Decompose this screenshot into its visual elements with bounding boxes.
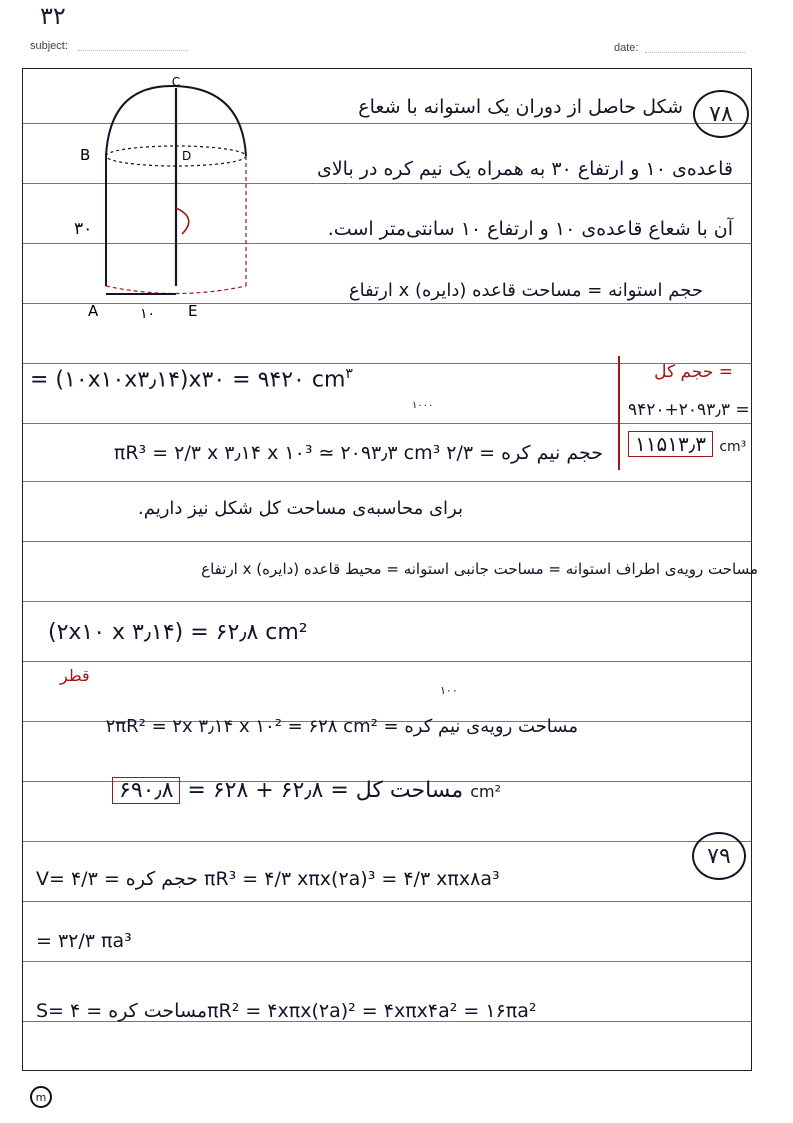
hemisphere-area-calc: مساحت رویه‌ی نیم کره = ۲πR² = ۲x ۳٫۱۴ x ۱۰² = ۶۲۸ cm² (105, 716, 578, 737)
ruled-line (23, 961, 751, 962)
ruled-line (23, 423, 751, 424)
question-number-78 (693, 90, 749, 138)
label-b: B (80, 146, 91, 164)
rotation-arrow (176, 208, 189, 234)
label-c: C (171, 76, 181, 89)
date-field-line (645, 52, 745, 53)
publisher-logo: m (30, 1086, 52, 1108)
question-number-78-text: ۷۸ (709, 101, 733, 127)
question-number-79 (692, 832, 746, 880)
total-divider (618, 356, 620, 470)
total-volume-unit: cm³ (719, 439, 747, 455)
total-area-label: مساحت کل = (330, 778, 464, 803)
base-label: ۱۰ (140, 306, 156, 322)
total-area-calc: ۶۲٫۸ + ۶۲۸ = (187, 778, 324, 803)
q78-intro-line-2: قاعده‌ی ۱۰ و ارتفاع ۳۰ به همراه یک نیم کره در بالای (316, 158, 733, 180)
cylinder-volume-formula: حجم استوانه = مساحت قاعده (دایره) x ارتفاع (348, 280, 703, 301)
total-volume-sum: ۹۴۲۰+۲۰۹۳٫۳ = (628, 400, 750, 420)
subject-label: subject: (30, 40, 68, 52)
ruled-line (23, 481, 751, 482)
hemisphere-area-small-note: ۱۰۰ (440, 684, 458, 697)
ruled-line (23, 841, 751, 842)
total-volume-result (628, 432, 746, 456)
diameter-note: قطر (60, 666, 90, 685)
ruled-line (23, 541, 751, 542)
subject-field-line (78, 50, 188, 51)
height-label: ۳۰ (74, 219, 93, 239)
label-a: A (88, 302, 99, 320)
q78-intro-line-3: آن با شعاع قاعده‌ی ۱۰ و ارتفاع ۱۰ سانتی‌متر است. (327, 218, 733, 240)
label-e: E (188, 302, 198, 320)
sphere-volume-calc: V= حجم کره = ۴/۳ πR³ = ۴/۳ xπx(۲a)³ = ۴/۳ xπx۸a³ (36, 868, 500, 890)
surface-intro: برای محاسبه‌ی مساحت کل شکل نیز داریم. (138, 498, 463, 519)
total-area-row (112, 778, 501, 803)
cylinder-volume-exponent: ۳ (345, 366, 353, 382)
q78-intro-line-1: شکل حاصل از دوران یک استوانه با شعاع (358, 96, 683, 118)
ruled-line (23, 901, 751, 902)
sphere-surface-calc: S= مساحت کره = ۴πR² = ۴xπx(۲a)² = ۴xπx۴a² = ۱۶πa² (36, 1000, 537, 1022)
page-number: ۳۲ (40, 2, 66, 30)
cylinder-volume-calc-text: = (۱۰x۱۰x۳٫۱۴)x۳۰ = ۹۴۲۰ cm (30, 367, 346, 393)
cylinder-hemisphere-figure (70, 76, 270, 326)
total-area-unit: cm² (470, 782, 501, 801)
question-number-79-text: ۷۹ (707, 843, 731, 869)
bottom-front-arc (106, 286, 246, 294)
label-d: D (182, 149, 192, 163)
hemisphere-small-note: ۱۰۰۰ (412, 400, 434, 411)
ruled-line (23, 661, 751, 662)
ruled-line (23, 363, 751, 364)
total-area-value: ۶۹۰٫۸ (112, 777, 180, 804)
lateral-area-calc: (۲x۱۰ x ۳٫۱۴) = ۶۲٫۸ cm² (48, 620, 308, 645)
hemisphere-volume-calc: حجم نیم کره = ۲/۳ πR³ = ۲/۳ x ۳٫۱۴ x ۱۰³ ≃ ۲۰۹۳٫۳ cm³ (113, 442, 603, 464)
date-label: date: (614, 42, 639, 54)
total-volume-label: = حجم کل (654, 362, 733, 382)
lateral-area-formula: مساحت رویه‌ی اطراف استوانه = مساحت جانبی استوانه = محیط قاعده (دایره) x ارتفاع (201, 560, 758, 578)
total-volume-value: ۱۱۵۱۳٫۳ (628, 431, 713, 457)
cylinder-volume-calc (30, 366, 353, 392)
ruled-line (23, 601, 751, 602)
sphere-volume-result: = ۳۲/۳ πa³ (36, 930, 132, 952)
